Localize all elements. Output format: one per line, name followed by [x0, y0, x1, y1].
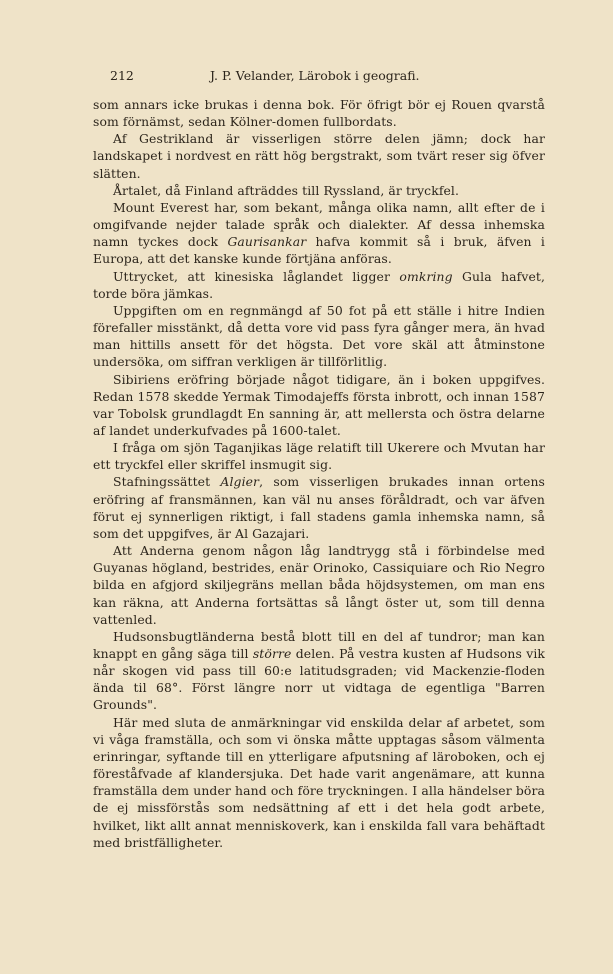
italic-term: Algier: [220, 474, 260, 490]
text-run: Sibiriens eröfring började något tidigare, än i boken uppgifves. Redan 1578 skedde Yermak Timodajeffs första inbrott, och innan 1587 var Tobolsk grundlagdt En sanning är, att mellersta och östra delarne af landet underkufvades på 1600-talet.: [93, 371, 545, 438]
paragraph: [93, 199, 545, 268]
paragraph: [93, 182, 545, 199]
text-run: I fråga om sjön Taganjikas läge relatift till Ukerere och Mvutan har ett tryckfel eller skriffel insmugit sig.: [93, 440, 545, 473]
italic-term: Gaurisankar: [227, 234, 307, 250]
paragraph: [93, 371, 545, 440]
running-title: J. P. Velander, Lärobok i geografi.: [210, 68, 420, 83]
text-run: , som visserligen brukades innan ortens eröfring af fransmännen, kan väl nu anses föråldradt, och var äfven förut ej synnerligen riktigt, i fall stadens gamla inhemska namn, så som det uppgifves, är Al Gazajari.: [93, 474, 545, 541]
text-run: Uttrycket, att kinesiska låglandet ligger: [113, 268, 400, 284]
paragraph: [93, 439, 545, 473]
text-run: Att Anderna genom någon låg landtrygg stå i förbindelse med Guyanas högland, bestrides, enär Orinoko, Cassiquiare och Rio Negro bilda en afgjord skiljegräns mellan båda höjdsystemen, om man ens kan räkna, att Anderna fortsättas så långt öster ut, som till denna vattenled.: [93, 543, 545, 627]
italic-term: större: [252, 646, 292, 661]
text-run: delen. På vestra kusten af Hudsons vik når skogen vid pass till 60:e latitudsgraden; vid Mackenzie-floden ända til 68°. Först längre norr ut vidtaga de egentliga "Barren Grounds".: [93, 646, 545, 713]
page-body: [93, 96, 545, 851]
text-run: Mount Everest har, som bekant, många olika namn, allt efter de i omgifvande nejder talade språk och dialekter. Af dessa inhemska namn tyckes dock: [93, 199, 545, 250]
text-run: Af Gestrikland är visserligen större delen jämn; dock har landskapet i nordvest en rätt hög bergstrakt, som tvärt reser sig öfver slätten.: [93, 131, 545, 181]
paragraph: [93, 96, 545, 130]
paragraph: [93, 542, 545, 628]
text-run: Hudsonsbugtländerna bestå blott till en del af tundror; man kan knappt en gång säga till: [93, 628, 545, 661]
italic-term: omkring: [399, 268, 453, 284]
text-run: Gula hafvet, torde böra jämkas.: [93, 268, 546, 301]
text-run: Årtalet, då Finland afträddes till Ryssland, är tryckfel.: [113, 182, 460, 198]
text-run: Här med sluta de anmärkningar vid enskilda delar af arbetet, som vi våga framställa, och som vi önska måtte upptagas såsom välmenta erinringar, syftande till en ytterligare afputsning af läroboken, och ej föreståfvade af klandersjuka. Det hade varit angenämare, att kunna framställa dem under hand och före tryckningen. I alla händelser böra de ej missförstås som nedsättning af ett i det hela godt arbete, hvilket, likt allt annat menniskoverk, kan i enskilda fall vara behäftadt med bristfälligheter.: [93, 714, 545, 850]
paragraph: [93, 473, 545, 542]
page-number: 212: [110, 68, 134, 83]
paragraph: [93, 714, 545, 851]
text-run: som annars icke brukas i denna bok. För öfrigt bör ej Rouen qvarstå som förnämst, sedan Kölner-domen fullbordats.: [93, 97, 545, 130]
text-run: Stafningssättet: [113, 474, 221, 490]
paragraph: [93, 268, 545, 302]
text-run: hafva kommit så i bruk, äfven i Europa, att det kanske kunde förtjäna anföras.: [93, 234, 545, 267]
page-header: [110, 68, 546, 86]
paragraph: [93, 302, 545, 371]
text-run: Uppgiften om en regnmängd af 50 fot på ett ställe i hitre Indien förefaller misstänkt, då detta vore vid pass fyra gånger mera, än hvad man hittills ansett för det högsta. Det vore skäl att åtminstone undersöka, om siffran verkligen är tillförlitlig.: [93, 302, 545, 370]
paragraph: [93, 130, 545, 181]
paragraph: [93, 628, 545, 714]
